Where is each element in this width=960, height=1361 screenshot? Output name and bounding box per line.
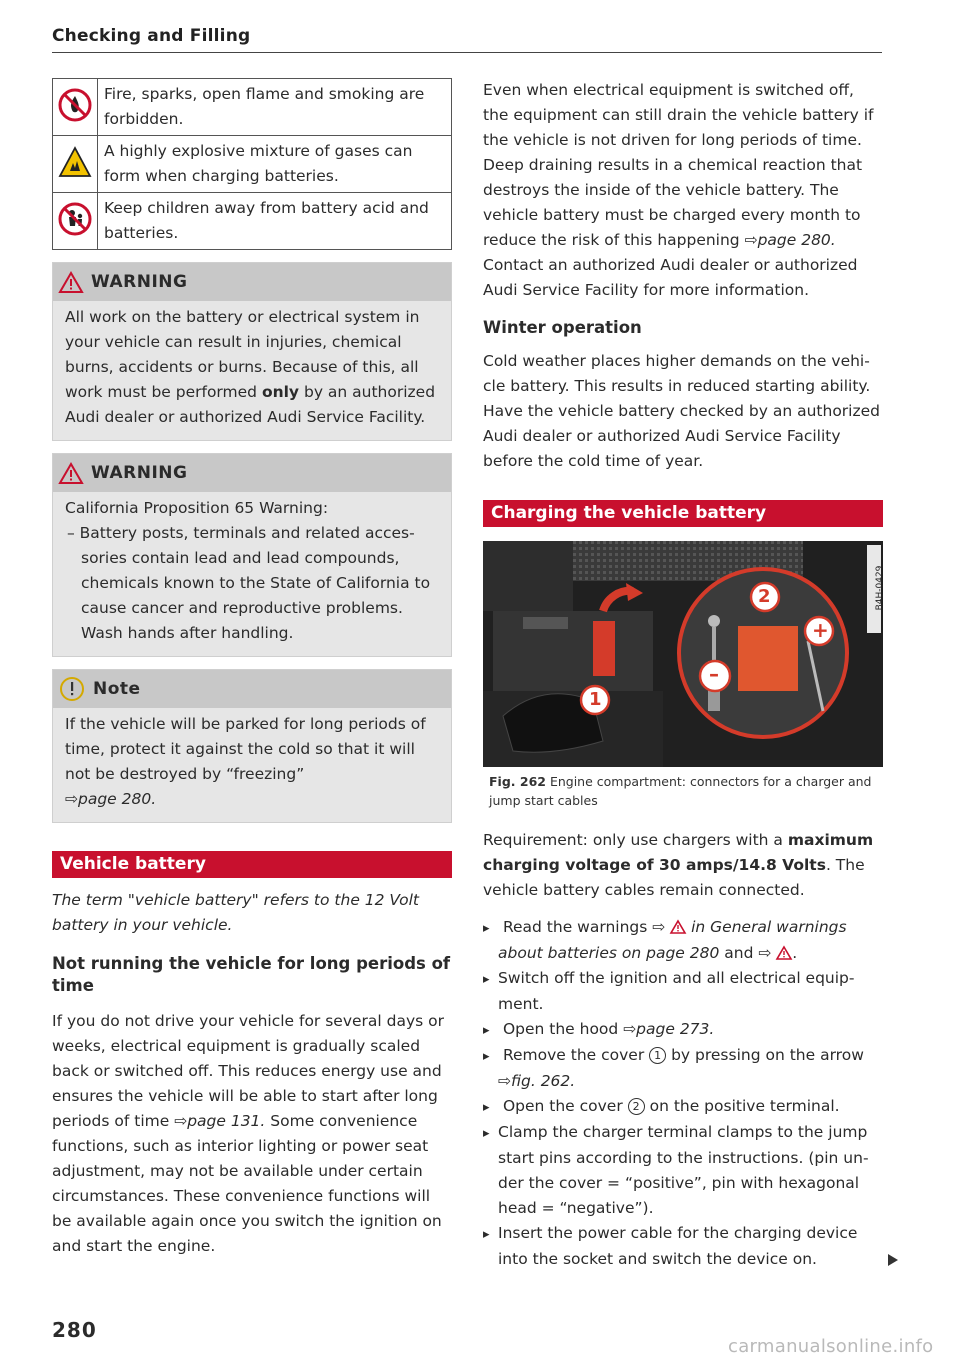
list-item: ▸ Insert the power cable for the charging device into the socket and switch the device on. <box>483 1221 883 1272</box>
callout-1: 1 <box>589 689 602 710</box>
watermark: carmanualsonline.info <box>728 1336 934 1357</box>
vehicle-battery-intro: The term "vehicle battery" refers to the 12 Volt battery in your vehicle. <box>52 891 419 934</box>
explosion-warning-icon <box>58 146 92 178</box>
page-ref-link[interactable]: ⇨page 280. <box>744 231 836 249</box>
left-column <box>52 78 452 1259</box>
long-periods-paragraph: If you do not drive your vehicle for several days or weeks, electrical equipment is gradually scaled back or switched off. This reduces energy use and ensures the vehicle will be able to start after long periods of time ⇨page 131. Some convenience functions, such as interior lighting or power seat adjustment, may not be available under certain circumstances. These convenience functions will be available again once you switch the ignition on and start the engine. <box>52 1012 445 1255</box>
warning-title: WARNING <box>91 272 188 292</box>
note-text: If the vehicle will be parked for long periods of time, protect it against the cold so that it will not be destroyed by “freezing” <box>65 715 426 783</box>
subheading-winter: Winter operation <box>483 318 642 337</box>
section-heading-charging: Charging the vehicle battery <box>483 500 883 527</box>
keep-children-away-icon <box>58 202 92 236</box>
figure-code: B4H-0429 <box>875 565 885 611</box>
page-number: 280 <box>52 1318 97 1342</box>
engine-figure <box>483 541 883 767</box>
hazard-table <box>52 78 452 250</box>
warning-list <box>65 521 439 646</box>
subheading-long-periods: Not running the vehicle for long periods of time <box>52 954 451 995</box>
engine-compartment-illustration <box>483 541 883 767</box>
winter-paragraph: Cold weather places higher demands on the vehicle battery. This results in reduced starting ability. Have the vehicle battery checked by an authorized Audi dealer or authorized Audi Service Facility before the cold time of year. <box>483 352 880 470</box>
deep-drain-paragraph: Even when electrical equipment is switched off, the equipment can still drain the vehicle battery if the vehicle is not driven for long periods of time. Deep draining results in a chemical reaction that destroys the inside of the vehicle battery. The vehicle battery must be charged every month to reduce the risk of this happening ⇨page 280. Contact an authorized Audi dealer or authorized Audi Service Facility for more information. <box>483 81 874 299</box>
list-item: ▸ Open the hood ⇨page 273. <box>483 1017 883 1043</box>
requirement-paragraph: Requirement: only use chargers with a maximum charging voltage of 30 amps/14.8 Volts. The vehicle battery cables remain connected. <box>483 831 874 899</box>
list-item: ▸ Remove the cover 1 by pressing on the arrow ⇨fig. 262. <box>483 1043 883 1094</box>
list-item: ▸ Switch off the ignition and all electrical equipment. <box>483 966 883 1017</box>
note-exclamation-icon <box>59 676 85 702</box>
list-item: ▸ Open the cover 2 on the positive terminal. <box>483 1094 883 1120</box>
list-item: – Battery posts, terminals and related accessories contain lead and lead compounds, chemicals known to the State of California to cause cancer and reproductive problems. Wash hands after handling. <box>67 524 431 642</box>
warning-triangle-icon <box>59 272 83 293</box>
plus-terminal-label: + <box>812 618 829 642</box>
list-item: ▸ Clamp the charger terminal clamps to the jump start pins according to the instructions. (pin under the cover = “positive”, pin with hexagonal head = “negative”). <box>483 1120 883 1221</box>
warning-triangle-icon <box>59 463 83 484</box>
warning-box <box>52 262 452 441</box>
continue-arrow-icon <box>888 1254 898 1266</box>
hazard-row <box>53 79 452 136</box>
warning-text: All work on the battery or electrical system in your vehicle can result in injuries, chemical burns, accidents or burns. Because of this, all work must be performed only by an authorized Audi dealer or authorized Audi Service Facility. <box>65 308 436 426</box>
warning-title: WARNING <box>91 463 188 483</box>
warning-intro: California Proposition 65 Warning: <box>65 499 329 517</box>
warning-triangle-icon[interactable] <box>670 920 686 934</box>
charging-steps <box>483 915 883 1272</box>
right-column <box>483 78 883 1272</box>
minus-terminal-label: – <box>709 662 719 686</box>
section-heading-vehicle-battery: Vehicle battery <box>52 851 452 878</box>
warning-header <box>53 454 451 492</box>
hazard-row <box>53 193 452 250</box>
note-title: Note <box>93 679 141 699</box>
list-item: ▸ Read the warnings ⇨ in General warnings about batteries on page 280 and ⇨ . <box>483 915 883 966</box>
warning-box-prop65 <box>52 453 452 657</box>
callout-number: 1 <box>649 1047 666 1064</box>
hazard-row <box>53 136 452 193</box>
warning-triangle-icon[interactable] <box>776 946 792 960</box>
note-box <box>52 669 452 823</box>
warning-header <box>53 263 451 301</box>
hazard-text: Fire, sparks, open flame and smoking are forbidden. <box>98 79 452 136</box>
no-fire-icon <box>58 88 92 122</box>
page-ref-link[interactable]: ⇨page 273. <box>623 1020 715 1038</box>
callout-2: 2 <box>758 586 771 607</box>
figure-ref-link[interactable]: ⇨fig. 262. <box>498 1072 576 1090</box>
hazard-text: Keep children away from battery acid and batteries. <box>98 193 452 250</box>
hazard-text: A highly explosive mixture of gases can form when charging batteries. <box>98 136 452 193</box>
page-header <box>52 26 882 53</box>
figure-caption: Fig. 262 Engine compartment: connectors for a charger and jump start cables <box>489 774 872 808</box>
note-page-ref[interactable]: ⇨page 280. <box>65 790 157 808</box>
callout-number: 2 <box>628 1098 645 1115</box>
note-header <box>53 670 451 708</box>
page-header-title: Checking and Filling <box>52 26 251 46</box>
page-ref-link[interactable]: ⇨page 131. <box>174 1112 266 1130</box>
